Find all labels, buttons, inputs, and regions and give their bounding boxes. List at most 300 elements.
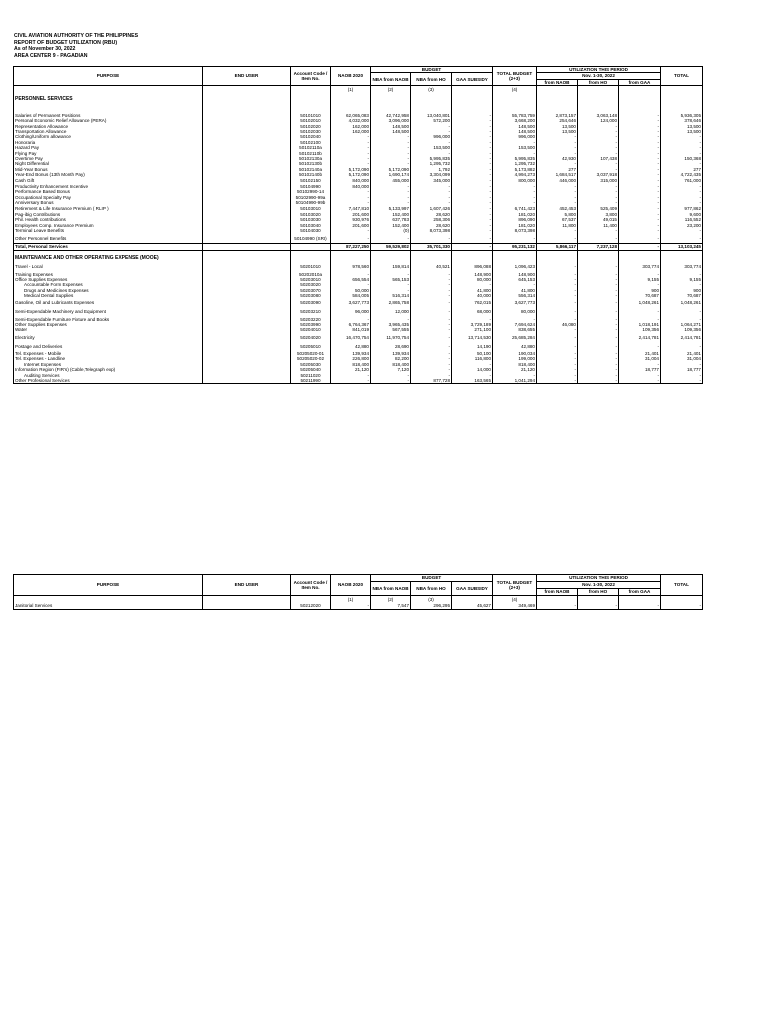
- total-budget-cell: 838,655: [493, 327, 537, 332]
- util-total-cell: 13,103,245: [661, 244, 703, 251]
- util-total-cell: 9,155: [661, 277, 703, 282]
- util-total-cell: -: [661, 342, 703, 351]
- naob-2020-cell: 21,120: [331, 367, 371, 372]
- account-code-cell: 50205040: [291, 367, 331, 372]
- total-budget-cell: 1,041,294: [493, 378, 537, 384]
- total-budget-cell: 190,034: [493, 351, 537, 356]
- col-end-user: END USER: [203, 575, 291, 596]
- total-budget-cell: 800,000: [493, 178, 537, 184]
- util-total-cell: 109,356: [661, 327, 703, 332]
- nba-naob-cell: 148,500: [371, 129, 411, 134]
- util-naob-cell: -: [537, 288, 578, 293]
- nba-naob-cell: -: [371, 378, 411, 384]
- nba-naob-cell: -: [371, 134, 411, 139]
- util-gaa-cell: -: [619, 140, 661, 145]
- col-total: TOTAL: [661, 575, 703, 596]
- empty-cell: [371, 96, 411, 104]
- nba-naob-cell: -: [371, 272, 411, 277]
- util-gaa-cell: 21,401: [619, 351, 661, 356]
- util-gaa-cell: -: [619, 124, 661, 129]
- util-ho-cell: 315,000: [578, 178, 619, 184]
- total-budget-cell: -: [493, 373, 537, 378]
- empty-cell: [331, 104, 371, 113]
- nba-naob-cell: 5,172,090: [371, 167, 411, 172]
- section-title: MAINTENANCE AND OTHER OPERATING EXPENSE (MOOE): [14, 255, 203, 263]
- util-gaa-cell: -: [619, 206, 661, 212]
- empty-cell: [537, 255, 578, 263]
- purpose-cell: Honoraria: [14, 140, 203, 145]
- naob-2020-cell: 201,600: [331, 223, 371, 228]
- nba-ho-cell: 8,073,398: [411, 228, 452, 233]
- total-budget-cell: -: [493, 140, 537, 145]
- util-total-cell: 9,600: [661, 212, 703, 217]
- gaa-subsidy-cell: -: [452, 161, 493, 166]
- purpose-cell: Flying Pay: [14, 151, 203, 156]
- purpose-cell: Semi-Expendable Machinery and Equipment: [14, 308, 203, 317]
- account-code-cell: 50102130a: [291, 156, 331, 161]
- purpose-cell: Salaries of Permanent Positions: [14, 113, 203, 118]
- nba-ho-cell: -: [411, 356, 452, 361]
- gaa-subsidy-cell: 13,714,530: [452, 333, 493, 342]
- purpose-cell: Representation Allowance: [14, 124, 203, 129]
- util-ho-cell: -: [578, 145, 619, 150]
- purpose-cell: Year-End Bonus (13th Month Pay): [14, 172, 203, 177]
- nba-naob-cell: 159,814: [371, 263, 411, 272]
- purpose-cell: Auditing Services: [14, 373, 203, 378]
- util-gaa-cell: -: [619, 234, 661, 244]
- naob-2020-cell: -: [331, 134, 371, 139]
- account-code-cell: 50103040: [291, 223, 331, 228]
- util-gaa-cell: 1,018,191: [619, 322, 661, 327]
- nba-ho-cell: 877,728: [411, 378, 452, 384]
- total-budget-cell: 556,314: [493, 293, 537, 298]
- purpose-cell: Training Expenses: [14, 272, 203, 277]
- util-gaa-cell: -: [619, 373, 661, 378]
- account-code-cell: 50104990 (SRI): [291, 234, 331, 244]
- account-code-cell: 50102040: [291, 134, 331, 139]
- util-naob-cell: -: [537, 140, 578, 145]
- account-code-cell: 50203020: [291, 282, 331, 287]
- report-title: REPORT OF BUDGET UTILIZATION (RBU): [14, 39, 118, 46]
- col-from-ho: from HO: [578, 79, 619, 85]
- column-number-row: [14, 86, 703, 93]
- nba-naob-cell: 7,120: [371, 367, 411, 372]
- col-gaa-subsidy: GAA SUBSIDY: [452, 582, 493, 596]
- util-gaa-cell: -: [619, 113, 661, 118]
- purpose-cell: Overtime Pay: [14, 156, 203, 161]
- util-naob-cell: -: [537, 282, 578, 287]
- col-num-4: (4): [493, 596, 537, 603]
- total-budget-cell: -: [493, 151, 537, 156]
- total-budget-cell: 181,020: [493, 212, 537, 217]
- nba-ho-cell: 40,521: [411, 263, 452, 272]
- naob-2020-cell: 584,005: [331, 293, 371, 298]
- nba-naob-cell: -: [371, 200, 411, 205]
- util-naob-cell: -: [537, 184, 578, 189]
- util-ho-cell: 3,037,918: [578, 172, 619, 177]
- account-code-cell: 50104030: [291, 228, 331, 233]
- gaa-subsidy-cell: -: [452, 156, 493, 161]
- util-ho-cell: -: [578, 378, 619, 384]
- empty-cell: [411, 96, 452, 104]
- util-gaa-cell: -: [619, 212, 661, 217]
- empty-cell: [619, 255, 661, 263]
- util-total-cell: -: [661, 140, 703, 145]
- empty-cell: [291, 104, 331, 113]
- naob-2020-cell: -: [331, 317, 371, 322]
- gaa-subsidy-cell: 68,000: [452, 308, 493, 317]
- col-nba-naob: NBA from NAOB: [371, 73, 411, 86]
- naob-2020-cell: -: [331, 603, 371, 610]
- account-code-cell: 50102140a: [291, 167, 331, 172]
- account-code-cell: 50205010: [291, 342, 331, 351]
- util-total-cell: 900: [661, 288, 703, 293]
- empty-cell: [537, 104, 578, 113]
- account-code-cell: 50204010: [291, 327, 331, 332]
- util-ho-cell: 124,000: [578, 118, 619, 123]
- util-total-cell: -: [661, 151, 703, 156]
- util-gaa-cell: -: [619, 172, 661, 177]
- naob-2020-cell: 201,600: [331, 212, 371, 217]
- col-num-2: (2): [371, 596, 411, 603]
- gaa-subsidy-cell: 41,800: [452, 288, 493, 293]
- nba-ho-cell: 28,620: [411, 223, 452, 228]
- naob-2020-cell: 840,000: [331, 184, 371, 189]
- purpose-cell: Other Profesional Services: [14, 378, 203, 384]
- section-personnel-services: [14, 96, 703, 104]
- util-total-cell: -: [661, 145, 703, 150]
- naob-2020-cell: 6,764,367: [331, 322, 371, 327]
- col-end-user: END USER: [203, 67, 291, 86]
- purpose-cell: Travel - Local: [14, 263, 203, 272]
- util-naob-cell: -: [537, 373, 578, 378]
- nba-naob-cell: 12,000: [371, 308, 411, 317]
- empty-cell: [14, 104, 203, 113]
- util-total-cell: 1,064,271: [661, 322, 703, 327]
- util-gaa-cell: -: [619, 317, 661, 322]
- util-gaa-cell: -: [619, 308, 661, 317]
- total-budget-cell: 41,800: [493, 288, 537, 293]
- table-header: [14, 67, 703, 93]
- total-budget-cell: -: [493, 317, 537, 322]
- empty-cell: [452, 104, 493, 113]
- col-from-naob: from NAOB: [537, 79, 578, 85]
- nba-naob-cell: 637,783: [371, 217, 411, 222]
- nba-naob-cell: 567,555: [371, 327, 411, 332]
- util-gaa-cell: -: [619, 167, 661, 172]
- util-naob-cell: -: [537, 378, 578, 384]
- util-ho-cell: -: [578, 299, 619, 308]
- nba-ho-cell: -: [411, 195, 452, 200]
- nba-ho-cell: 258,306: [411, 217, 452, 222]
- naob-2020-cell: 162,000: [331, 124, 371, 129]
- util-total-cell: -: [661, 362, 703, 367]
- gaa-subsidy-cell: -: [452, 178, 493, 184]
- account-code-cell: 50102990-14: [291, 189, 331, 194]
- total-budget-cell: 7,694,624: [493, 322, 537, 327]
- util-total-cell: -: [661, 134, 703, 139]
- empty-cell: [619, 96, 661, 104]
- account-code-cell: 50102020: [291, 124, 331, 129]
- account-code-cell: 50203010: [291, 277, 331, 282]
- end-user-cell: [203, 263, 291, 272]
- util-ho-cell: -: [578, 200, 619, 205]
- empty-cell: [619, 104, 661, 113]
- nba-ho-cell: 996,000: [411, 134, 452, 139]
- util-total-cell: -: [661, 378, 703, 384]
- nba-ho-cell: -: [411, 184, 452, 189]
- table-row: [14, 378, 703, 384]
- col-total-budget: TOTAL BUDGET (2+3): [493, 67, 537, 86]
- empty-cell: [331, 96, 371, 104]
- util-total-cell: -: [661, 184, 703, 189]
- col-utilization: UTILIZATION THIS PERIOD: [537, 575, 661, 582]
- nba-naob-cell: -: [371, 145, 411, 150]
- col-num-1: (1): [331, 86, 371, 93]
- table-row: [14, 342, 703, 351]
- nba-ho-cell: -: [411, 322, 452, 327]
- util-gaa-cell: -: [619, 129, 661, 134]
- nba-ho-cell: -: [411, 129, 452, 134]
- naob-2020-cell: 930,976: [331, 217, 371, 222]
- total-personal-services-row: [14, 244, 703, 251]
- column-number-row: [14, 596, 703, 603]
- nba-ho-cell: -: [411, 299, 452, 308]
- util-naob-cell: 2,873,157: [537, 113, 578, 118]
- naob-2020-cell: 3,627,773: [331, 299, 371, 308]
- col-period: Nov. 1-30, 2022: [537, 73, 661, 79]
- col-total-budget: TOTAL BUDGET (2+3): [493, 575, 537, 596]
- total-budget-cell: 6,741,423: [493, 206, 537, 212]
- gaa-subsidy-cell: -: [452, 317, 493, 322]
- purpose-cell: Performance Based Bonus: [14, 189, 203, 194]
- naob-2020-cell: 87,227,250: [331, 244, 371, 251]
- util-naob-cell: 13,500: [537, 129, 578, 134]
- purpose-cell: Internet Expenses: [14, 362, 203, 367]
- nba-naob-cell: -: [371, 161, 411, 166]
- col-from-gaa: from GAA: [619, 79, 661, 85]
- naob-2020-cell: -: [331, 200, 371, 205]
- util-naob-cell: 42,930: [537, 156, 578, 161]
- nba-ho-cell: -: [411, 308, 452, 317]
- purpose-cell: Office Supplies Expenses: [14, 277, 203, 282]
- nba-ho-cell: -: [411, 189, 452, 194]
- col-purpose: PURPOSE: [14, 67, 203, 86]
- util-total-cell: -: [661, 282, 703, 287]
- table-header-continued: [14, 575, 703, 603]
- nba-ho-cell: -: [411, 362, 452, 367]
- account-code-cell: 50203080: [291, 293, 331, 298]
- account-code-cell: 50202010a: [291, 272, 331, 277]
- util-total-cell: 116,552: [661, 217, 703, 222]
- account-code-cell: 50211020: [291, 373, 331, 378]
- gaa-subsidy-cell: 14,190: [452, 342, 493, 351]
- util-ho-cell: -: [578, 134, 619, 139]
- total-budget-cell: 896,090: [493, 217, 537, 222]
- total-budget-cell: 25,685,284: [493, 333, 537, 342]
- util-total-cell: -: [661, 272, 703, 277]
- util-naob-cell: 452,453: [537, 206, 578, 212]
- nba-naob-cell: -: [371, 317, 411, 322]
- util-total-cell: -: [661, 189, 703, 194]
- util-naob-cell: 446,000: [537, 178, 578, 184]
- col-nba-ho: NBA from HO: [411, 582, 452, 596]
- util-naob-cell: 5,800: [537, 212, 578, 217]
- nba-ho-cell: 572,200: [411, 118, 452, 123]
- gaa-subsidy-cell: -: [452, 140, 493, 145]
- gaa-subsidy-cell: -: [452, 167, 493, 172]
- total-budget-cell: 148,900: [493, 272, 537, 277]
- nba-naob-cell: -: [371, 288, 411, 293]
- nba-naob-cell: -: [371, 373, 411, 378]
- nba-naob-cell: -: [371, 234, 411, 244]
- util-total-cell: -: [661, 161, 703, 166]
- naob-2020-cell: 5,172,090: [331, 172, 371, 177]
- gaa-subsidy-cell: -: [452, 223, 493, 228]
- util-gaa-cell: -: [619, 217, 661, 222]
- end-user-cell: [203, 342, 291, 351]
- empty-cell: [452, 96, 493, 104]
- util-ho-cell: -: [578, 272, 619, 277]
- naob-2020-cell: 42,880: [331, 342, 371, 351]
- nba-naob-cell: 139,934: [371, 351, 411, 356]
- util-naob-cell: 254,646: [537, 118, 578, 123]
- col-naob-2020: NAOB 2020: [331, 575, 371, 596]
- naob-2020-cell: -: [331, 189, 371, 194]
- account-code-cell: 50205030: [291, 362, 331, 367]
- util-gaa-cell: -: [619, 228, 661, 233]
- util-naob-cell: 13,500: [537, 124, 578, 129]
- account-code-cell: 50102030: [291, 129, 331, 134]
- table-row: [14, 263, 703, 272]
- nba-ho-cell: 345,000: [411, 178, 452, 184]
- util-ho-cell: 3,063,148: [578, 113, 619, 118]
- total-budget-cell: 148,500: [493, 129, 537, 134]
- gaa-subsidy-cell: -: [452, 362, 493, 367]
- nba-ho-cell: -: [411, 288, 452, 293]
- purpose-cell: Personal Economic Relief Allowance (PERA): [14, 118, 203, 123]
- col-num-1: (1): [331, 596, 371, 603]
- gaa-subsidy-cell: 50,100: [452, 351, 493, 356]
- total-budget-cell: 1,096,423: [493, 263, 537, 272]
- naob-2020-cell: -: [331, 234, 371, 244]
- empty-cell: [291, 255, 331, 263]
- total-budget-cell: 5,995,835: [493, 156, 537, 161]
- purpose-cell: Water: [14, 327, 203, 332]
- account-code-cell: 50102140b: [291, 172, 331, 177]
- nba-naob-cell: 148,500: [371, 124, 411, 129]
- col-naob-2020: NAOB 2020: [331, 67, 371, 86]
- util-total-cell: -: [661, 200, 703, 205]
- gaa-subsidy-cell: -: [452, 124, 493, 129]
- naob-2020-cell: -: [331, 282, 371, 287]
- purpose-cell: Electricity: [14, 333, 203, 342]
- table-body-continued: [14, 603, 703, 610]
- util-gaa-cell: 109,356: [619, 327, 661, 332]
- util-total-cell: -: [661, 228, 703, 233]
- util-naob-cell: -: [537, 134, 578, 139]
- nba-naob-cell: (0): [371, 228, 411, 233]
- util-total-cell: 150,368: [661, 156, 703, 161]
- col-budget: BUDGET: [371, 575, 493, 582]
- total-budget-cell: 8,073,398: [493, 228, 537, 233]
- empty-cell: [493, 104, 537, 113]
- nba-ho-cell: -: [411, 327, 452, 332]
- table-row: [14, 333, 703, 342]
- util-ho-cell: -: [578, 322, 619, 327]
- util-gaa-cell: 303,774: [619, 263, 661, 272]
- purpose-cell: Hazard Pay: [14, 145, 203, 150]
- col-num-3: (3): [411, 86, 452, 93]
- util-ho-cell: -: [578, 129, 619, 134]
- purpose-cell: Information Region (FIR's) (Cable,Telegraph exp): [14, 367, 203, 372]
- util-ho-cell: 11,400: [578, 223, 619, 228]
- util-naob-cell: -: [537, 362, 578, 367]
- util-total-cell: -: [661, 603, 703, 610]
- gaa-subsidy-cell: -: [452, 200, 493, 205]
- naob-2020-cell: -: [331, 228, 371, 233]
- total-budget-cell: 3,668,200: [493, 118, 537, 123]
- account-code-cell: 50103030: [291, 217, 331, 222]
- util-total-cell: 21,401: [661, 351, 703, 356]
- util-ho-cell: -: [578, 308, 619, 317]
- total-budget-cell: 818,400: [493, 362, 537, 367]
- empty-cell: [493, 96, 537, 104]
- gaa-subsidy-cell: 896,088: [452, 263, 493, 272]
- account-code-cell: 50203070: [291, 288, 331, 293]
- area-center: AREA CENTER 9 - PAGADIAN: [14, 52, 88, 59]
- table-row: [14, 234, 703, 244]
- empty-cell: [371, 255, 411, 263]
- section-mooe: [14, 255, 703, 263]
- util-ho-cell: -: [578, 151, 619, 156]
- util-naob-cell: -: [537, 272, 578, 277]
- naob-2020-cell: 818,400: [331, 362, 371, 367]
- gaa-subsidy-cell: -: [452, 129, 493, 134]
- empty-cell: [661, 104, 703, 113]
- naob-2020-cell: -: [331, 272, 371, 277]
- nba-ho-cell: -: [411, 367, 452, 372]
- account-code-cell: 50103010: [291, 206, 331, 212]
- nba-ho-cell: 13,040,801: [411, 113, 452, 118]
- util-ho-cell: -: [578, 362, 619, 367]
- purpose-cell: Transportation Allowance: [14, 129, 203, 134]
- util-ho-cell: -: [578, 195, 619, 200]
- empty-cell: [578, 255, 619, 263]
- util-naob-cell: -: [537, 342, 578, 351]
- util-total-cell: -: [661, 317, 703, 322]
- util-gaa-cell: 18,777: [619, 367, 661, 372]
- util-total-cell: -: [661, 308, 703, 317]
- util-naob-cell: -: [537, 195, 578, 200]
- table-row: [14, 299, 703, 308]
- gaa-subsidy-cell: -: [452, 234, 493, 244]
- account-code-cell: 50204020: [291, 333, 331, 342]
- naob-2020-cell: -: [331, 151, 371, 156]
- util-ho-cell: -: [578, 189, 619, 194]
- total-budget-cell: 645,153: [493, 277, 537, 282]
- util-gaa-cell: -: [619, 282, 661, 287]
- nba-ho-cell: 153,500: [411, 145, 452, 150]
- util-naob-cell: -: [537, 367, 578, 372]
- nba-naob-cell: 152,400: [371, 223, 411, 228]
- nba-naob-cell: 516,314: [371, 293, 411, 298]
- util-ho-cell: -: [578, 161, 619, 166]
- util-gaa-cell: -: [619, 244, 661, 251]
- purpose-cell: Drugs and Medicines Expenses: [14, 288, 203, 293]
- purpose-cell: Medical Dental Supplies: [14, 293, 203, 298]
- nba-naob-cell: 565,153: [371, 277, 411, 282]
